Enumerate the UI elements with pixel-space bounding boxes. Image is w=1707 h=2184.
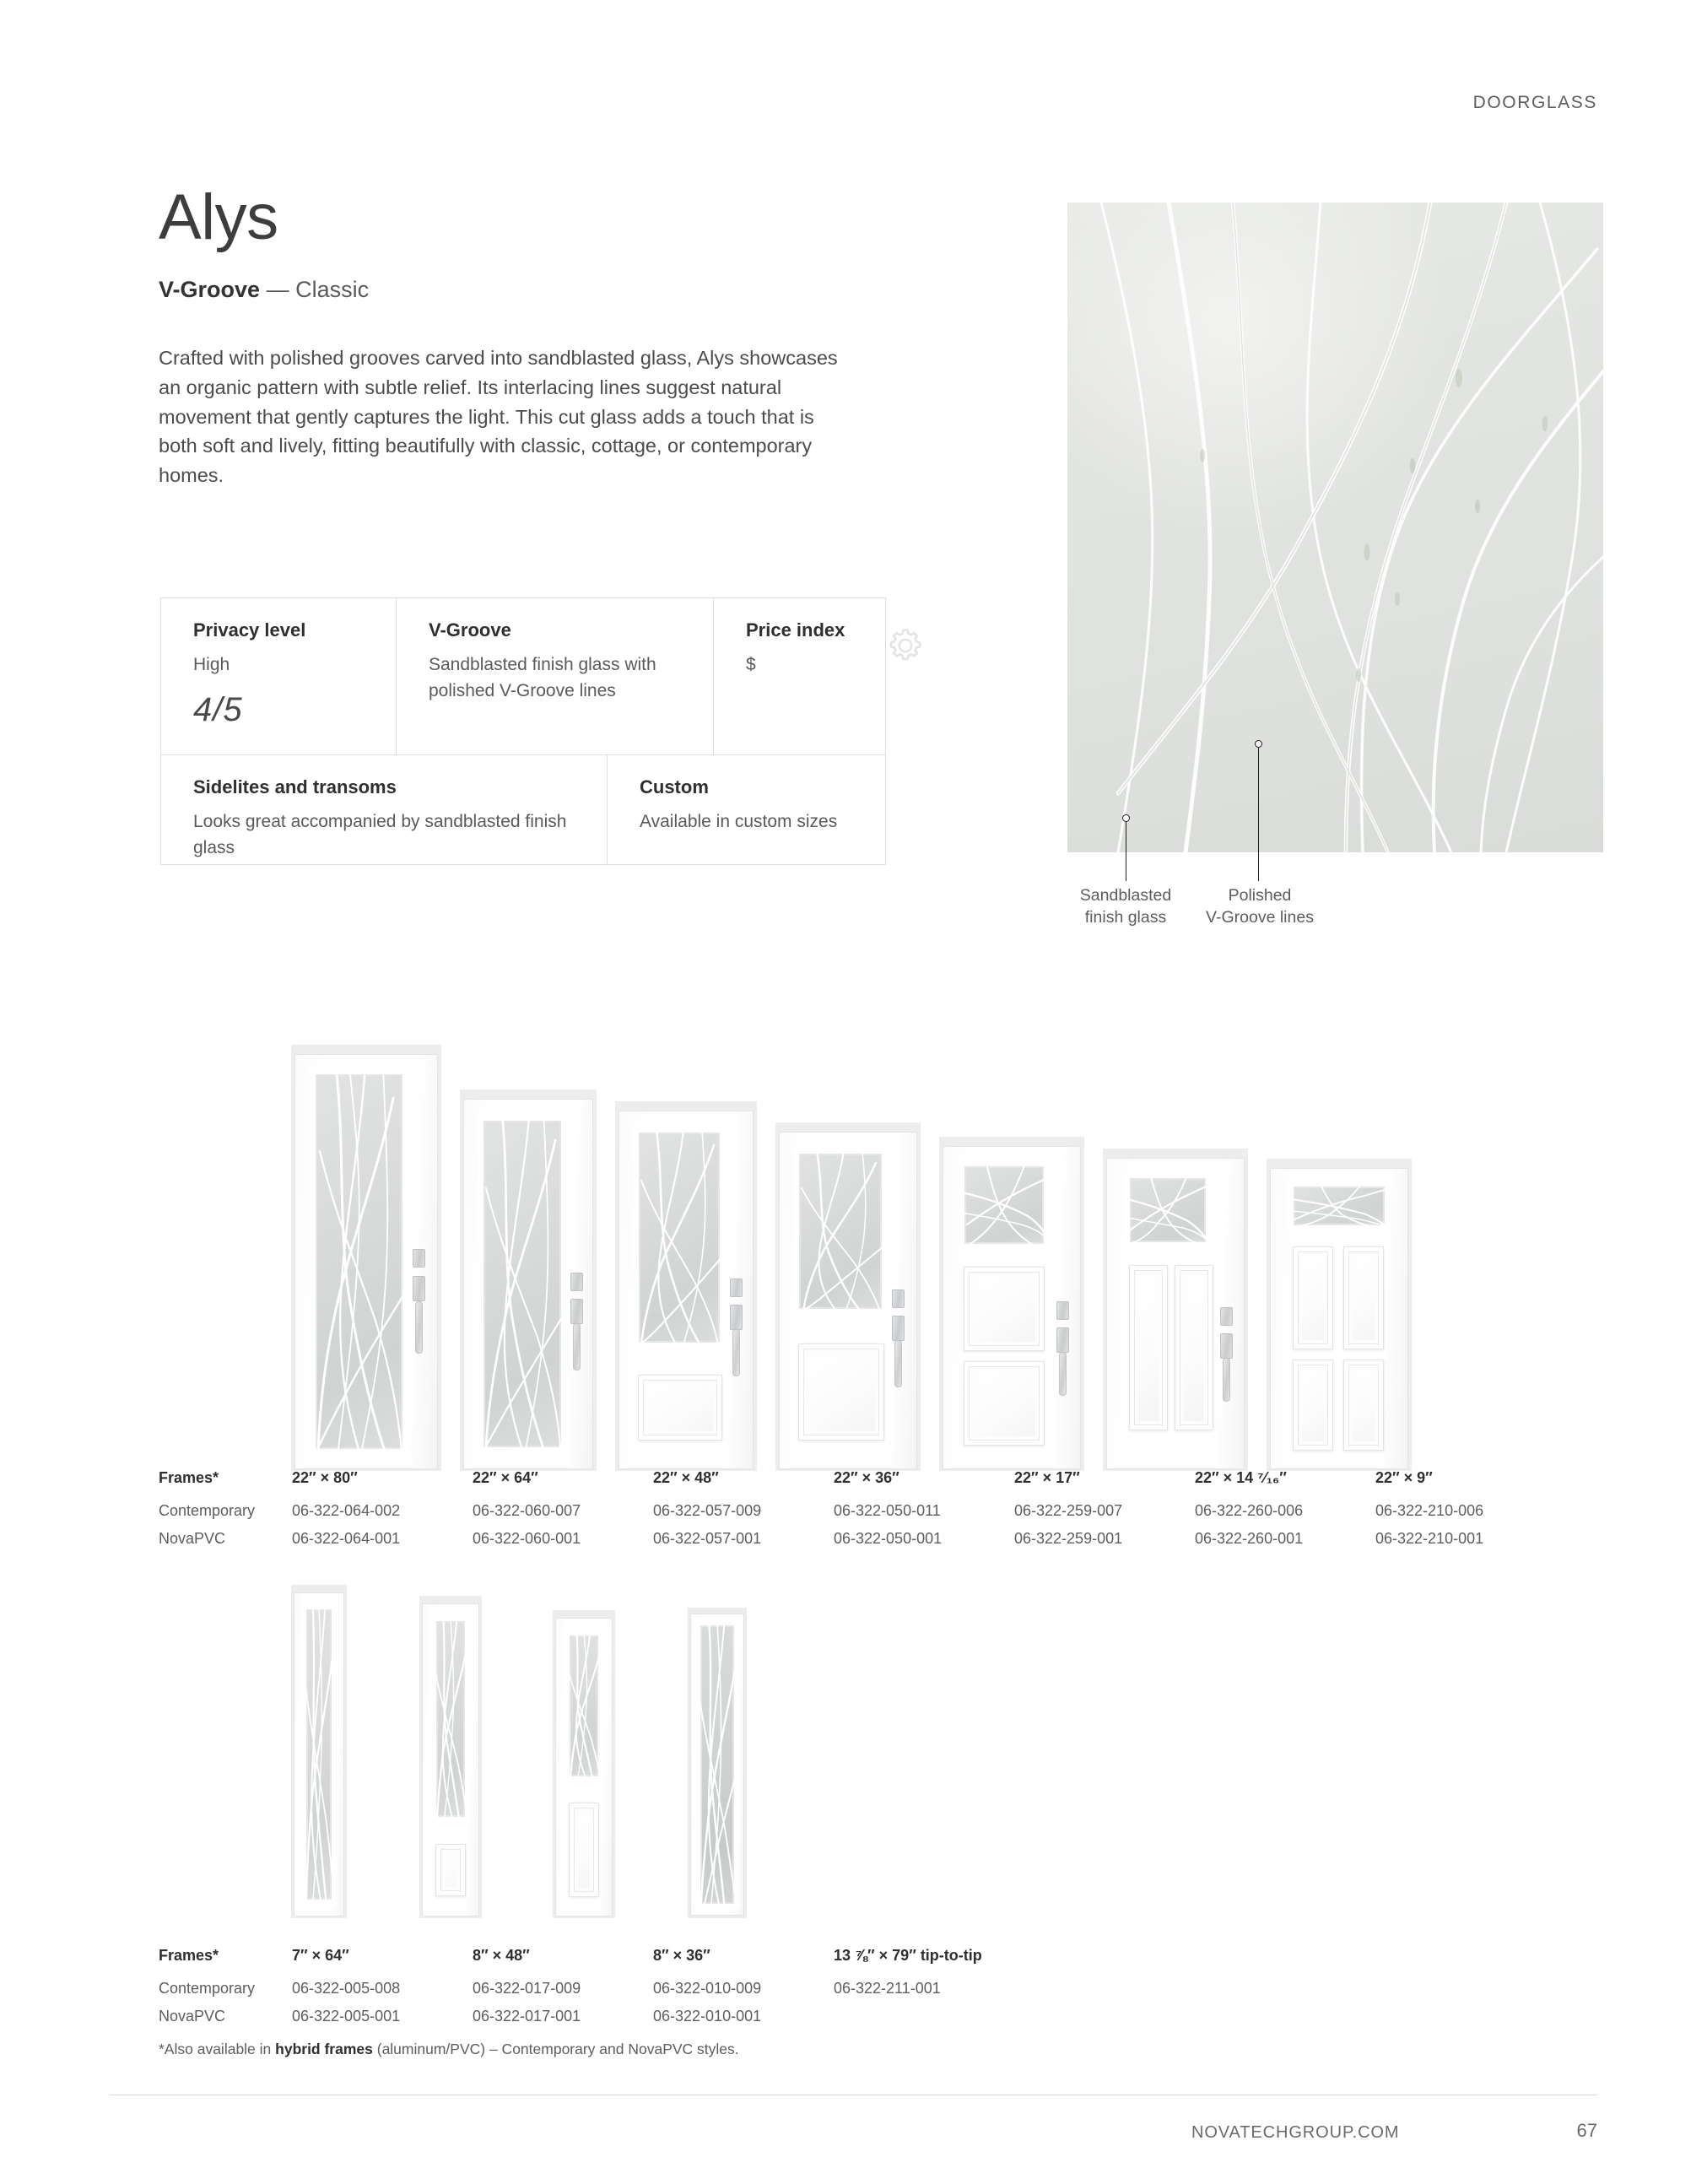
raised-panel [798,1343,884,1441]
raised-panel [569,1803,599,1897]
spec-value: High [193,654,230,674]
frames-footnote [159,2041,739,2058]
part-number: 06-322-005-008 [292,1980,401,1997]
raised-panel [964,1361,1045,1446]
handle-grip-icon [1223,1358,1230,1402]
footer-page-number: 67 [1576,2120,1597,2141]
spec-label: V-Groove [429,619,511,641]
footnote-bold: hybrid frames [275,2041,373,2057]
sidelite-thumbnail-8x48[interactable] [419,1585,482,1918]
frames-column [473,1948,653,2036]
frames-table-doors [159,1470,1556,1559]
frames-table-sidelites [159,1948,1070,2036]
callout-dot [1122,814,1130,822]
raised-panel [1293,1360,1333,1451]
spec-value: Looks great accompanied by sandblasted finish glass [193,811,567,857]
part-number: 06-322-060-007 [473,1502,581,1519]
lock-plate-icon [413,1276,425,1301]
spec-label: Price index [746,619,845,641]
callout-label-line-1: Polished [1228,886,1292,905]
door-thumbnail-22x80[interactable] [291,1045,441,1471]
spec-cell-privacy-level [161,598,396,754]
part-number: 06-322-050-001 [834,1530,943,1547]
part-number: 06-322-064-001 [292,1530,401,1547]
frames-column [834,1948,1070,2036]
frame-size: 8″ × 48″ [473,1947,530,1964]
deadbolt-icon [1220,1307,1233,1326]
raised-panel [435,1844,466,1896]
frame-size: 8″ × 36″ [653,1947,710,1964]
raised-panel [1129,1265,1168,1430]
deadbolt-icon [892,1289,905,1308]
product-family: V-Groove [159,277,261,302]
door-thumbnail-22x14-7-16[interactable] [1103,1045,1248,1471]
frames-column [653,1948,834,2036]
deadbolt-icon [570,1273,583,1291]
sidelite-thumbnail-row [291,1585,747,1918]
part-number: 06-322-064-002 [292,1502,401,1519]
deadbolt-icon [413,1249,425,1268]
frame-size: 22″ × 64″ [473,1469,538,1486]
callout-dot [1255,740,1262,748]
spec-value: $ [746,654,756,674]
spec-row-secondary [161,754,885,864]
handle-grip-icon [1059,1352,1067,1396]
handle-grip-icon [415,1301,423,1354]
sidelite-thumbnail-8x36[interactable] [553,1585,615,1918]
frames-row-label: Contemporary [159,1502,256,1519]
frames-table-row-labels [159,1470,292,1559]
footnote-pre: *Also available in [159,2041,276,2057]
sidelite-thumbnail-7x64[interactable] [291,1585,347,1918]
raised-panel [964,1267,1045,1351]
product-subtitle [159,278,901,301]
frames-column [292,1948,473,2036]
door-thumbnail-22x9[interactable] [1267,1045,1412,1471]
frames-column [1014,1470,1195,1559]
part-number: 06-322-060-001 [473,1530,581,1547]
frames-table-row-labels [159,1948,292,2036]
part-number: 06-322-010-009 [653,1980,762,1997]
raised-panel [1293,1246,1333,1349]
callout-label-line-1: Sandblasted [1079,886,1172,905]
door-thumbnail-22x48[interactable] [615,1045,757,1471]
spec-cell-price-index [713,598,885,754]
part-number: 06-322-210-006 [1375,1502,1484,1519]
specifications-table [160,597,886,865]
frames-column [653,1470,834,1559]
spec-row-primary [161,598,885,754]
handle-grip-icon [732,1329,740,1376]
lock-plate-icon [892,1316,905,1341]
spec-cell-custom [607,755,885,864]
frames-header-label: Frames* [159,1947,219,1964]
part-number: 06-322-017-009 [473,1980,581,1997]
frames-row-label: NovaPVC [159,2008,226,2025]
part-number: 06-322-057-001 [653,1530,762,1547]
product-intro [159,181,901,490]
footer-website: NOVATECHGROUP.COM [1191,2123,1400,2142]
frame-size: 22″ × 36″ [834,1469,899,1486]
part-number: 06-322-259-007 [1014,1502,1123,1519]
sidelite-thumbnail-13-7-8x79[interactable] [688,1585,747,1918]
door-thumbnail-row-1 [291,1045,1412,1471]
frame-size: 22″ × 48″ [653,1469,719,1486]
frames-row-label: Contemporary [159,1980,256,1997]
part-number: 06-322-017-001 [473,2008,581,2025]
frames-column [834,1470,1014,1559]
callout-label-line-2: finish glass [1084,908,1167,927]
part-number: 06-322-260-001 [1195,1530,1304,1547]
spec-cell-sidelites-transoms [161,755,607,864]
part-number: 06-322-057-009 [653,1502,762,1519]
frame-size: 13 ⅞″ × 79″ tip-to-tip [834,1947,982,1964]
raised-panel [1175,1265,1213,1430]
lock-plate-icon [1220,1333,1233,1359]
spec-value: Sandblasted finish glass with polished V-Groove lines [429,654,656,700]
handle-grip-icon [573,1323,581,1370]
frame-size: 22″ × 80″ [292,1469,358,1486]
glass-detail-photo [1067,203,1603,852]
raised-panel [1343,1246,1384,1349]
deadbolt-icon [730,1279,743,1297]
lock-plate-icon [730,1305,743,1330]
privacy-score: 4/5 [193,690,243,728]
spec-value: Available in custom sizes [640,811,838,831]
collection-header: DOORGLASS [1472,93,1597,112]
callout-label-line-2: V-Groove lines [1206,908,1314,927]
frames-header-label: Frames* [159,1469,219,1486]
part-number: 06-322-260-006 [1195,1502,1304,1519]
product-description: Crafted with polished grooves carved into sandblasted glass, Alys showcases an organic pattern with subtle relief. Its interlacing lines suggest natural movement that gently captures the light. This cut glass adds a touch that is both soft and lively, fitting beautifully with classic, cottage, or contemporary homes. [159,347,838,487]
lock-plate-icon [570,1299,583,1324]
part-number: 06-322-210-001 [1375,1530,1484,1547]
part-number: 06-322-211-001 [834,1980,941,1997]
part-number: 06-322-050-011 [834,1502,941,1519]
door-thumbnail-22x36[interactable] [775,1045,921,1471]
part-number: 06-322-259-001 [1014,1530,1123,1547]
callout-label [1061,884,1190,928]
callout-leader-line [1258,748,1259,881]
frames-column [1375,1470,1556,1559]
frame-size: 7″ × 64″ [292,1947,349,1964]
frame-size: 22″ × 14 ⁷⁄₁₆″ [1195,1469,1287,1486]
callout-label [1181,884,1338,928]
subtitle-dash: — [266,277,289,302]
spec-label: Sidelites and transoms [193,776,397,797]
spec-cell-vgroove [396,598,713,754]
door-thumbnail-22x17[interactable] [939,1045,1084,1471]
deadbolt-icon [1056,1301,1069,1320]
lock-plate-icon [1056,1327,1069,1353]
raised-panel [638,1375,722,1441]
gear-icon [882,622,929,669]
spec-label: Custom [640,776,709,797]
part-number: 06-322-010-001 [653,2008,762,2025]
frame-size: 22″ × 17″ [1014,1469,1080,1486]
spec-label: Privacy level [193,619,306,641]
frames-column [473,1470,653,1559]
product-style: Classic [295,277,370,302]
raised-panel [1343,1360,1384,1451]
frames-row-label: NovaPVC [159,1530,226,1547]
frame-size: 22″ × 9″ [1375,1469,1433,1486]
door-thumbnail-22x64[interactable] [460,1045,597,1471]
page-title: Alys [159,181,278,253]
frames-column [292,1470,473,1559]
frames-column [1195,1470,1375,1559]
handle-grip-icon [894,1340,902,1387]
part-number: 06-322-005-001 [292,2008,401,2025]
footnote-post: (aluminum/PVC) – Contemporary and NovaPVC styles. [372,2041,739,2057]
